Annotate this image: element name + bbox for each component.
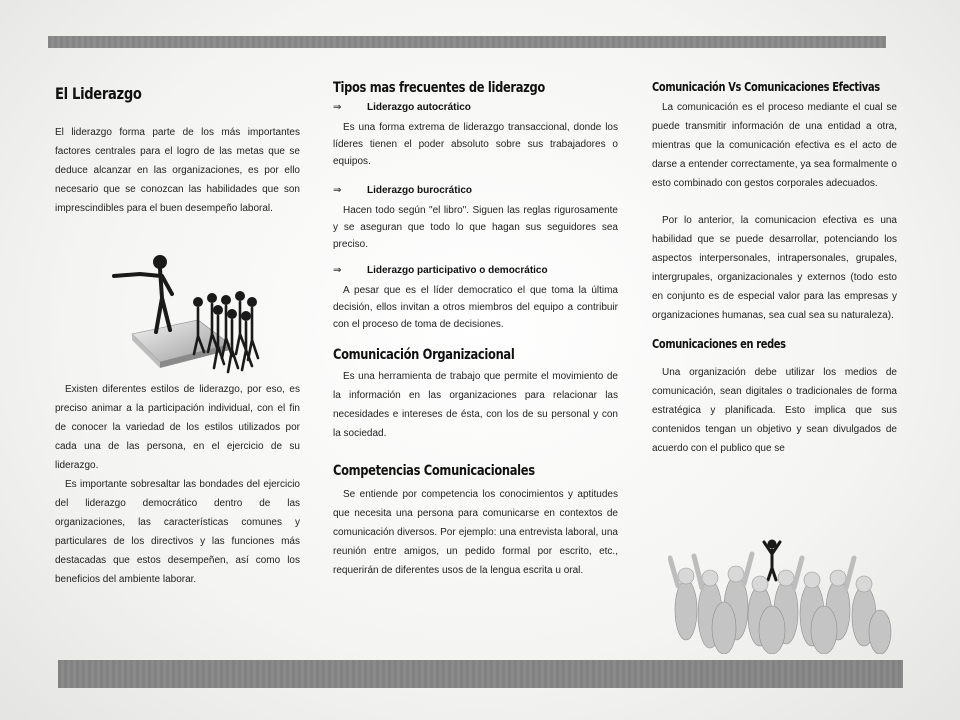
type-item-autocratic [333, 102, 618, 113]
competencies-text: Se entiende por competencia los conocimientos y aptitudes que necesita una persona para comunicarse en contextos de comunicación diversos. Por ejemplo: una entrevista laboral, una reunión entre amigos, un pedido formal por escrito, etc., requerirán de diferentes usos de la lengua escrita u oral. [333, 489, 618, 576]
networks-title: Comunicaciones en redes [652, 337, 786, 351]
arrow-icon: ⇒ [333, 265, 342, 276]
leadership-intro: El liderazgo forma parte de los más importantes factores centrales para el logro de las metas que se deduce alcanzar en las organizaciones, es por ello necesario que se conozcan las habilidades que son imprescindibles para el buen desempeño laboral. [55, 127, 300, 214]
effective-communication-skill: Por lo anterior, la comunicacion efectiva es una habilidad que se puede desarrollar, potenciando los aspectos interpersonales, intrapersonales, grupales, intergrupales, organizacionales y externos (todo esto en conjunto es de especial valor para las empresas y organizaciones humanas, sea cual sea su naturaleza). [652, 215, 897, 321]
effective-communication-title: Comunicación Vs Comunicaciones Efectivas [652, 80, 880, 94]
networks-text: Una organización debe utilizar los medios de comunicación, sean digitales o tradicionales de forma estratégica y planificada. Esto implica que sus contenidos tengan un objetivo y sean divulgados de acuerdo con el publico que se [652, 367, 897, 454]
leader-pointing-illustration [110, 246, 275, 386]
bottom-band [58, 660, 903, 688]
type-text: Hacen todo según "el libro". Siguen las reglas rigurosamente y se aseguran que todo lo que hagan sus seguidores sea preciso. [333, 205, 618, 250]
effective-communication-text: La comunicación es el proceso mediante el cual se puede transmitir información de una entidad a otra, mientras que la comunicación efectiva es el acto de darse a entender correctamente, ya sea formalmente o esto combinado con gestos corporales adecuados. [652, 102, 897, 189]
type-label: Liderazgo burocrático [367, 185, 473, 196]
type-text: A pesar que es el líder democratico el que toma la última decisión, ellos invitan a otros miembros del equipo a contribuir con el proceso de toma de decisiones. [333, 285, 618, 330]
type-item-bureaucratic [333, 185, 618, 196]
types-title: Tipos mas frecuentes de liderazgo [333, 80, 545, 96]
type-text: Es una forma extrema de liderazgo transaccional, donde los líderes tienen el poder absoluto sobre sus trabajadores o equipos. [333, 122, 618, 167]
type-label: Liderazgo participativo o democrático [367, 265, 548, 276]
leadership-title: El Liderazgo [55, 84, 142, 103]
type-item-democratic [333, 265, 618, 276]
leadership-democratic: Es importante sobresaltar las bondades del ejercicio del liderazgo democrático dentro de las organizaciones, las características comunes y particulares de los directivos y las funciones más destacadas que estos desempeñen, así como los beneficios del ambiente laborar. [55, 479, 300, 585]
column-communication [652, 80, 897, 458]
org-communication-text: Es una herramienta de trabajo que permite el movimiento de la información en las organizaciones para relacionar las necesidades e intereses de ésta, con los de su personal y con la sociedad. [333, 371, 618, 439]
crowd-cheering-illustration [668, 536, 896, 654]
org-communication-title: Comunicación Organizacional [333, 347, 515, 363]
arrow-icon: ⇒ [333, 102, 342, 113]
arrow-icon: ⇒ [333, 185, 342, 196]
top-band [48, 36, 886, 48]
type-label: Liderazgo autocrático [367, 102, 471, 113]
column-leadership-types [333, 80, 618, 580]
leadership-styles: Existen diferentes estilos de liderazgo, por eso, es preciso animar a la participación individual, con el fin de conocer la variedad de los estilos utilizados por cada una de las persona, en el ejercicio de su liderazgo. [55, 384, 300, 471]
competencies-title: Competencias Comunicacionales [333, 463, 535, 479]
